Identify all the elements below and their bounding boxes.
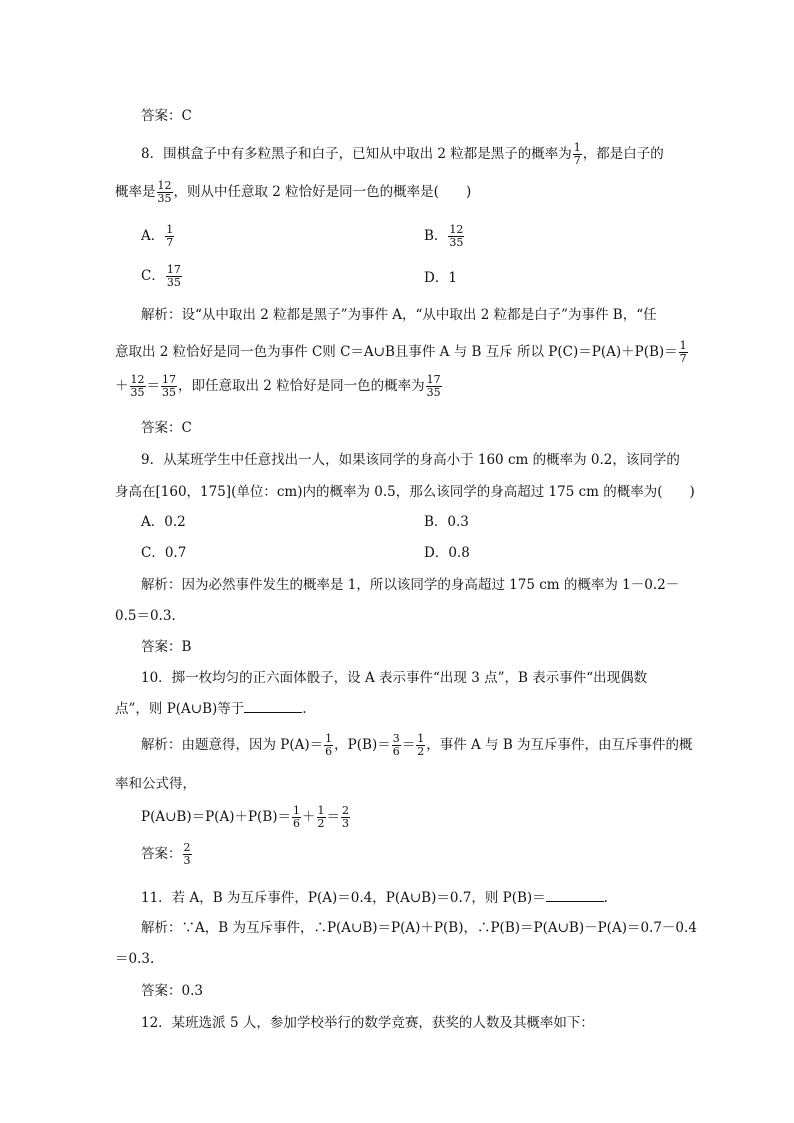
q11-solution-line2: ＝0.3. — [115, 951, 155, 967]
q8-option-d: D．1 — [424, 270, 457, 286]
q8-stem-text: ，都是白子的 — [582, 146, 664, 162]
q8-solution-line2: 意取出 2 粒恰好是同一色为事件 C则 C＝A∪B且事件 A 与 B 互斥 所以 P(C)＝P(A)＋P(B)＝ $\frac{1}{7}$ — [115, 339, 687, 365]
q10-stem-line1: 10．掷一枚均匀的正六面体骰子，设 A 表示事件“出现 3 点”，B 表示事件“出现偶数 — [141, 670, 648, 686]
q9-option-d: D．0.8 — [424, 545, 470, 561]
q8-stem-text: 8．围棋盒子中有多粒黑子和白子，已知从中取出 2 粒都是黑子的概率为 — [141, 146, 572, 162]
q10-stem-line2: 点”，则 P(A∪B)等于 . — [115, 701, 307, 717]
q8-solution-line3: ＋ $\frac{12}{35}$ ＝ $\frac{17}{35}$ ，即任意取出 2 粒恰好是同一色的概率为 $\frac{17}{35}$ — [115, 373, 441, 399]
q8-stem-text: 概率是 — [115, 184, 156, 200]
q10-solution-line1: 解析：由题意得，因为 P(A)＝ $\frac{1}{6}$ ，P(B)＝ $\frac{3}{6}$ ＝ $\frac{1}{2}$ ，事件 A 与 B 为互斥事件，由互斥事件的概 — [141, 732, 693, 758]
q8-stem-text: ，则从中任意取 2 粒恰好是同一色的概率是( ) — [173, 184, 472, 200]
q8-option-a: A． $\frac{1}{7}$ — [141, 223, 174, 249]
q9-solution-line2: 0.5＝0.3. — [115, 608, 176, 624]
answer-blank[interactable] — [244, 700, 302, 713]
q8-solution-line1: 解析：设“从中取出 2 粒都是黑子”为事件 A，“从中取出 2 粒都是白子”为事件 B，“任 — [141, 307, 657, 323]
q9-stem-line1: 9．从某班学生中任意找出一人，如果该同学的身高小于 160 cm 的概率为 0.2，该同学的 — [141, 452, 680, 468]
q11-solution-line1: 解析：∵A，B 为互斥事件，∴P(A∪B)＝P(A)＋P(B)，∴P(B)＝P(A∪B)－P(A)＝0.7－0.4 — [141, 920, 697, 936]
q10-equation: P(A∪B)＝P(A)＋P(B)＝ $\frac{1}{6}$ ＋ $\frac{1}{2}$ ＝ $\frac{2}{3}$ — [141, 804, 350, 830]
q9-stem-line2: 身高在[160，175](单位：cm)内的概率为 0.5，那么该同学的身高超过 175 cm 的概率为( ) — [115, 484, 695, 500]
q8-answer: 答案：C — [141, 420, 192, 436]
q9-option-a: A．0.2 — [141, 514, 186, 530]
q7-answer: 答案：C — [141, 108, 192, 124]
fraction-1-7: $\frac{1}{7}$ — [573, 141, 581, 167]
q9-answer: 答案：B — [141, 639, 192, 655]
q12-stem: 12．某班选派 5 人，参加学校举行的数学竞赛，获奖的人数及其概率如下： — [141, 1015, 594, 1031]
q9-option-c: C．0.7 — [141, 545, 187, 561]
q10-answer: 答案： $\frac{2}{3}$ — [141, 841, 191, 867]
answer-blank[interactable] — [546, 889, 604, 902]
fraction-12-35: $\frac{12}{35}$ — [157, 179, 172, 205]
q11-answer: 答案：0.3 — [141, 983, 203, 999]
q8-stem-line1 — [141, 142, 664, 167]
q8-stem-line2 — [115, 180, 471, 205]
q8-option-b: B． $\frac{12}{35}$ — [424, 223, 464, 249]
q9-option-b: B．0.3 — [424, 514, 469, 530]
q8-option-c: C． $\frac{17}{35}$ — [141, 263, 181, 289]
q10-solution-line2: 率和公式得， — [115, 776, 196, 792]
q9-solution-line1: 解析：因为必然事件发生的概率是 1，所以该同学的身高超过 175 cm 的概率为 1－0.2－ — [141, 577, 680, 593]
q11-stem: 11．若 A，B 为互斥事件，P(A)＝0.4，P(A∪B)＝0.7，则 P(B)＝ . — [141, 890, 608, 906]
